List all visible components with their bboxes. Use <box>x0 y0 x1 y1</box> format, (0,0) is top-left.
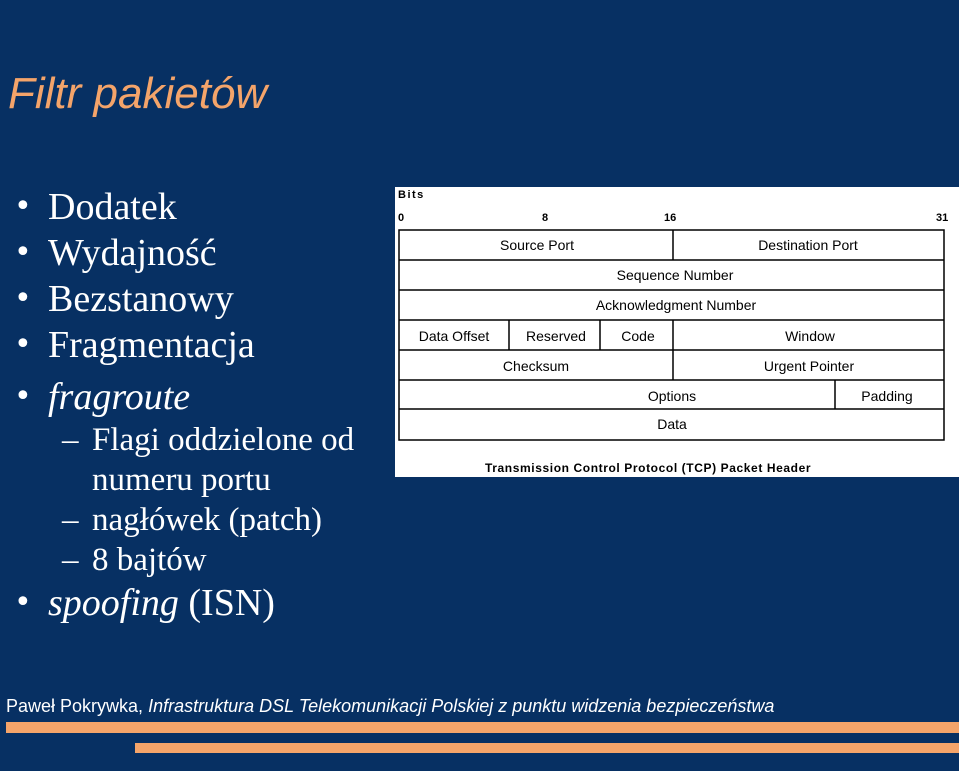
sub-bullet-text: Flagi oddzielone od <box>92 422 355 458</box>
bullet-text: Wydajność <box>48 232 217 274</box>
bullet-text: (ISN) <box>178 582 275 624</box>
footer-author: Paweł Pokrywka, <box>6 696 149 716</box>
bullet-item <box>0 230 395 276</box>
sub-bullet-text: nagłówek (patch) <box>92 502 322 538</box>
bullet-marker: • <box>14 281 32 316</box>
bits-label: Bits <box>398 189 425 201</box>
field-padding: Padding <box>861 388 913 404</box>
footer-accent-bar <box>6 722 959 733</box>
bullet-item <box>0 276 395 322</box>
sub-bullet-text: numeru portu <box>92 462 271 498</box>
bullet-marker: • <box>14 379 32 414</box>
bullet-item <box>0 322 395 368</box>
bit-tick-0: 0 <box>398 212 405 224</box>
bullet-text: Dodatek <box>48 186 177 228</box>
slide-title: Filtr pakietów <box>8 69 268 118</box>
bullet-text-italic: spoofing <box>48 582 179 624</box>
bullet-text: Fragmentacja <box>48 324 255 366</box>
field-window: Window <box>785 328 835 344</box>
footer <box>6 694 774 718</box>
bit-tick-16: 16 <box>664 212 677 224</box>
field-acknowledgment-number: Acknowledgment Number <box>595 297 757 313</box>
field-sequence-number: Sequence Number <box>616 267 734 283</box>
bullet-text: fragroute <box>48 376 191 418</box>
bullet-marker: • <box>14 585 32 620</box>
field-destination-port: Destination Port <box>758 237 858 253</box>
bit-tick-31: 31 <box>936 212 949 224</box>
field-code: Code <box>621 328 655 344</box>
footer-subtitle: Infrastruktura DSL Telekomunikacji Polskiej z punktu widzenia bezpieczeństwa <box>148 696 775 716</box>
tcp-header-figure <box>395 187 959 477</box>
field-data: Data <box>657 416 687 432</box>
field-source-port: Source Port <box>500 237 574 253</box>
bullet-text: Bezstanowy <box>48 278 234 320</box>
sub-bullet-item <box>0 500 395 540</box>
dash-marker: – <box>62 502 79 538</box>
bullet-item <box>0 184 395 230</box>
field-options: Options <box>647 388 697 404</box>
bullet-marker: • <box>14 327 32 362</box>
bullet-marker: • <box>14 235 32 270</box>
bullet-marker: • <box>14 189 32 224</box>
bit-tick-8: 8 <box>542 212 549 224</box>
sub-bullet-item <box>0 420 395 460</box>
dash-marker: – <box>62 542 79 578</box>
bullet-list <box>0 184 395 626</box>
figure-caption: Transmission Control Protocol (TCP) Packet Header <box>485 461 812 475</box>
tcp-header-diagram <box>395 187 959 477</box>
field-urgent-pointer: Urgent Pointer <box>763 358 855 374</box>
bullet-item <box>0 374 395 420</box>
footer-accent-bar-lower <box>135 743 959 753</box>
field-reserved: Reserved <box>526 328 586 344</box>
sub-bullet-continuation <box>0 460 395 500</box>
sub-bullet-item <box>0 540 395 580</box>
field-data-offset: Data Offset <box>418 328 490 344</box>
dash-marker: – <box>62 422 79 458</box>
sub-bullet-text: 8 bajtów <box>92 542 207 578</box>
field-checksum: Checksum <box>502 358 570 374</box>
bullet-item <box>0 580 395 626</box>
